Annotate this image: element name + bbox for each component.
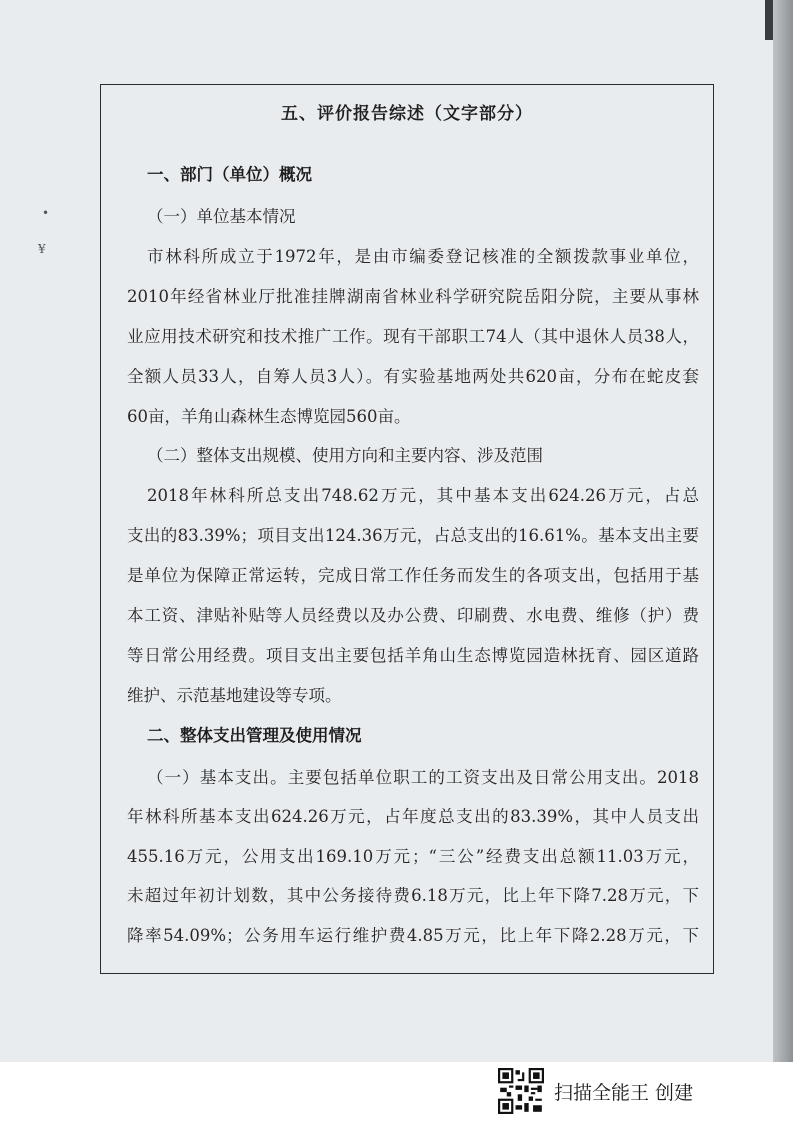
text-line: 全额人员33人，自筹人员3人）。有实验基地两处共620亩，分布在蛇皮套 xyxy=(127,367,699,386)
watermark-text: 扫描全能王 创建 xyxy=(554,1082,694,1104)
text-line: （一）单位基本情况 xyxy=(147,207,296,226)
text-line: 未超过年初计划数，其中公务接待费6.18万元，比上年下降7.28万元，下 xyxy=(127,886,699,905)
text-line: 支出的83.39%；项目支出124.36万元，占总支出的16.61%。基本支出主要 xyxy=(127,526,699,545)
text-line: （一）基本支出。主要包括单位职工的工资支出及日常公用支出。2018 xyxy=(147,768,699,787)
margin-mark: ¥ xyxy=(38,242,46,256)
text-line: 本工资、津贴补贴等人员经费以及办公费、印刷费、水电费、维修（护）费 xyxy=(127,606,699,625)
text-line: 一、部门（单位）概况 xyxy=(147,165,312,184)
text-line: 市林科所成立于1972年，是由市编委登记核准的全额拨款事业单位， xyxy=(147,247,699,266)
margin-mark: • xyxy=(42,206,50,220)
text-line: 60亩，羊角山森林生态博览园560亩。 xyxy=(127,407,411,426)
qr-code-icon xyxy=(498,1068,544,1114)
page-title: 五、评价报告综述（文字部分） xyxy=(281,104,533,124)
text-line: 年林科所基本支出624.26万元，占年度总支出的83.39%，其中人员支出 xyxy=(127,807,699,826)
text-line: 455.16万元，公用支出169.10万元；“三公”经费支出总额11.03万元， xyxy=(127,847,699,866)
scanner-watermark xyxy=(494,1062,793,1122)
text-line: 是单位为保障正常运转，完成日常工作任务而发生的各项支出，包括用于基 xyxy=(127,566,699,585)
text-line: 等日常公用经费。项目支出主要包括羊角山生态博览园造林抚育、园区道路 xyxy=(127,646,699,665)
text-line: 2018年林科所总支出748.62万元，其中基本支出624.26万元，占总 xyxy=(147,486,699,505)
text-line: 维护、示范基地建设等专项。 xyxy=(127,686,342,705)
text-line: 业应用技术研究和技术推广工作。现有干部职工74人（其中退休人员38人， xyxy=(127,327,699,346)
report-frame xyxy=(100,84,714,974)
text-line: 二、整体支出管理及使用情况 xyxy=(147,726,362,745)
text-line: （二）整体支出规模、使用方向和主要内容、涉及范围 xyxy=(147,446,543,465)
page-edge-shadow xyxy=(773,0,793,1062)
text-line: 2010年经省林业厅批准挂牌湖南省林业科学研究院岳阳分院，主要从事林 xyxy=(127,287,699,306)
page-edge-corner xyxy=(765,0,773,40)
text-line: 降率54.09%；公务用车运行维护费4.85万元，比上年下降2.28万元，下 xyxy=(127,926,699,945)
